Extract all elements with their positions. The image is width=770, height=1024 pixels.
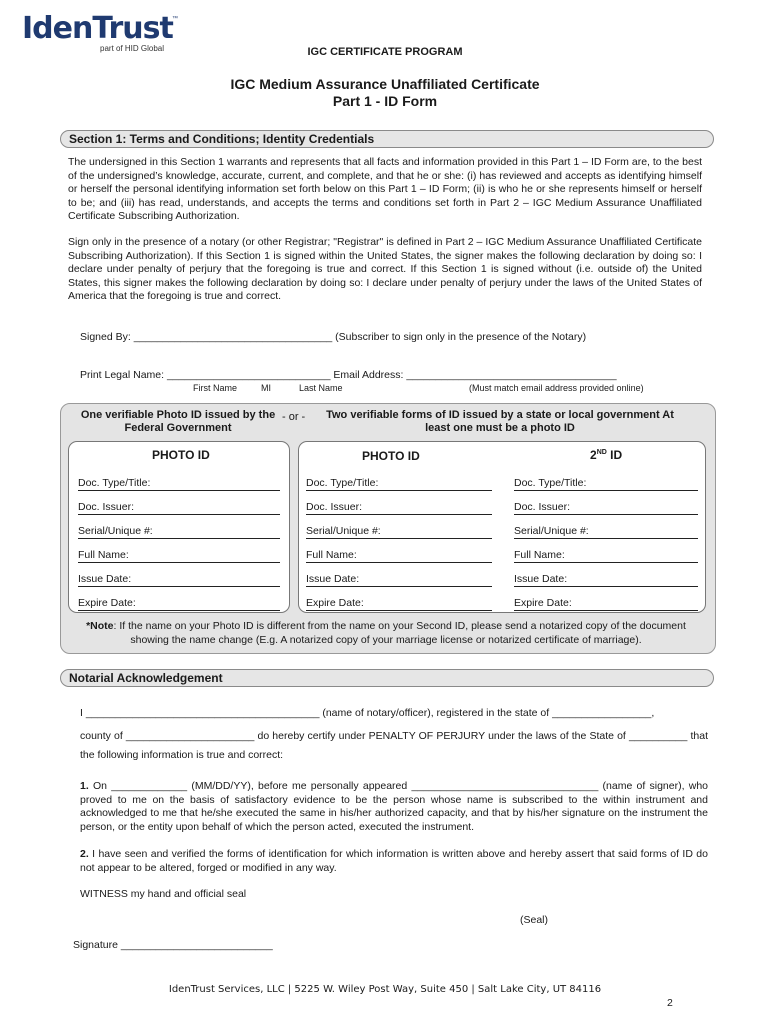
program-label: IGC CERTIFICATE PROGRAM (307, 46, 463, 58)
note-text: : If the name on your Photo ID is different from the name on your Second ID, please send a notarized copy of the document showing the name change (E.g. A notarized copy of your marriage license or notarized certificate of marriage). (113, 620, 686, 646)
identrust-logo (22, 11, 178, 53)
print-name-line[interactable]: Print Legal Name: ____________________________ Email Address: ____________________________________ (80, 369, 617, 381)
second-expire-date-field[interactable]: Expire Date: (514, 596, 698, 611)
form-title-line1: IGC Medium Assurance Unaffiliated Certificate (230, 76, 540, 92)
second-issue-date-field[interactable]: Issue Date: (514, 572, 698, 587)
state-expire-date-field[interactable]: Expire Date: (306, 596, 492, 611)
email-caption: (Must match email address provided online) (469, 383, 644, 393)
signed-by-line[interactable]: Signed By: __________________________________ (Subscriber to sign only in the presence of the Notary) (80, 331, 587, 343)
second-serial-field[interactable]: Serial/Unique #: (514, 524, 698, 539)
state-photo-id-title: PHOTO ID (362, 449, 420, 463)
fed-full-name-field[interactable]: Full Name: (78, 548, 280, 563)
last-name-caption: Last Name (299, 383, 343, 393)
state-id-heading: Two verifiable forms of ID issued by a state or local government At least one must be a photo ID (326, 409, 674, 434)
appearance-paragraph: 1. On _____________ (MM/DD/YY), before me personally appeared ________________________________ (name of signer), who proved to me on the basis of satisfactory evidence to be the person whose name is subscribed to the within instrument and acknowledged to me that he/she executed the same in his/her authorized capacity, and that by his/her signature on the instrument the person, or the entity upon behalf of which the person acted, executed the instrument. (80, 780, 708, 833)
notarial-heading: Notarial Acknowledgement (69, 671, 223, 685)
second-doc-issuer-field[interactable]: Doc. Issuer: (514, 500, 698, 515)
notary-paragraph: Sign only in the presence of a notary (or other Registrar; "Registrar" is defined in Part 2 – IGC Medium Assurance Unaffiliated Certificate Subscribing Authorization). If this Section 1 is signed within the United States, the signer makes the following declaration by doing so: I declare under penalty of perjury that the foregoing is true and correct. If this Section 1 is signed without (i.e. outside of) the United States, this signer makes the following declaration by doing so: I declare under penalty of perjury under the laws of the United States of America that the foregoing is true and correct. (68, 236, 702, 302)
state-serial-field[interactable]: Serial/Unique #: (306, 524, 492, 539)
photo-id-title: PHOTO ID (152, 448, 210, 462)
second-doc-type-field[interactable]: Doc. Type/Title: (514, 476, 698, 491)
form-title (0, 76, 770, 110)
note-label: *Note (86, 620, 114, 632)
federal-fields (78, 476, 280, 611)
fed-doc-type-field[interactable]: Doc. Type/Title: (78, 476, 280, 491)
logo-tagline: part of HID Global (100, 44, 165, 53)
mi-caption: MI (261, 383, 271, 393)
signature-line[interactable]: Signature __________________________ (73, 939, 273, 951)
footer-address: IdenTrust Services, LLC | 5225 W. Wiley Post Way, Suite 450 | Salt Lake City, UT 84116 (168, 984, 602, 995)
state-full-name-field[interactable]: Full Name: (306, 548, 492, 563)
state-doc-type-field[interactable]: Doc. Type/Title: (306, 476, 492, 491)
state-issue-date-field[interactable]: Issue Date: (306, 572, 492, 587)
notary-name-line[interactable]: I ________________________________________ (name of notary/officer), registered in the state of _________________, (80, 707, 655, 719)
section1-heading: Section 1: Terms and Conditions; Identity Credentials (69, 132, 375, 146)
second-id-title: 2ND ID (590, 448, 623, 462)
fed-serial-field[interactable]: Serial/Unique #: (78, 524, 280, 539)
state-photo-fields (306, 476, 492, 611)
second-id-fields (514, 476, 698, 611)
terms-paragraph: The undersigned in this Section 1 warrants and represents that all facts and information provided in this Part 1 – ID Form are, to the best of the undersigned’s knowledge, accurate, current, and complete, and that he or she: (i) has reviewed and accepts as identifying himself or herself the personal identifying information set forth below on this Part 1 – ID Form; (ii) is who he or she represents himself or herself to be; and (iii) has read, understands, and accepts the terms and conditions set forth in Part 2 – IGC Medium Assurance Unaffiliated Certificate Subscribing Authorization. (68, 156, 702, 222)
logo-wordmark: IdenTrust (22, 11, 173, 46)
page-number: 2 (667, 997, 673, 1009)
second-full-name-field[interactable]: Full Name: (514, 548, 698, 563)
form-title-line2: Part 1 - ID Form (332, 93, 438, 109)
first-name-caption: First Name (193, 383, 238, 393)
name-change-note (82, 620, 690, 647)
notarial-header (60, 669, 714, 687)
fed-doc-issuer-field[interactable]: Doc. Issuer: (78, 500, 280, 515)
or-separator: - or - (282, 411, 306, 423)
federal-id-heading: One verifiable Photo ID issued by the Federal Government (80, 409, 276, 434)
state-doc-issuer-field[interactable]: Doc. Issuer: (306, 500, 492, 515)
logo-trademark: ™ (172, 16, 178, 22)
seal-label: (Seal) (520, 914, 549, 926)
fed-expire-date-field[interactable]: Expire Date: (78, 596, 280, 611)
fed-issue-date-field[interactable]: Issue Date: (78, 572, 280, 587)
witness-line: WITNESS my hand and official seal (80, 888, 247, 900)
county-line[interactable]: county of ______________________ do hereby certify under PENALTY OF PERJURY under the laws of the State of __________ that the following information is true and correct: (80, 730, 708, 761)
verification-paragraph: 2. I have seen and verified the forms of identification for which information is written above and hereby assert that said forms of ID do not appear to be altered, forged or modified in any way. (80, 848, 708, 874)
section1-header (60, 130, 714, 148)
